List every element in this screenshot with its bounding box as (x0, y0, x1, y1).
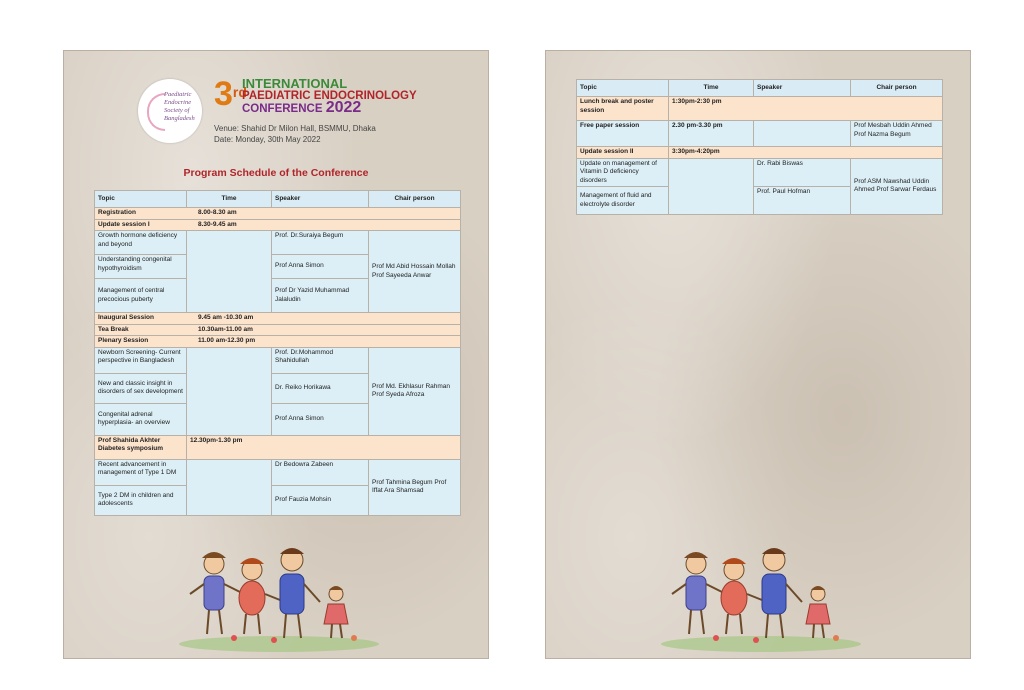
society-logo (138, 79, 202, 143)
title-conference: CONFERENCE (242, 103, 323, 115)
header-time: Time (669, 80, 754, 97)
session-time: 3:30pm-4:20pm (669, 147, 943, 159)
title-line-2: PAEDIATRIC ENDOCRINOLOGY (242, 90, 417, 102)
kids-illustration (174, 542, 384, 652)
session-topic: Free paper session (577, 121, 669, 147)
talk-topic: Newborn Screening- Current perspective in Bangladesh (95, 347, 187, 373)
talk-speaker: Prof Anna Simon (272, 403, 369, 435)
date-text: Date: Monday, 30th May 2022 (214, 135, 321, 144)
table-row (577, 158, 943, 187)
schedule-table-1 (94, 190, 461, 516)
talk-topic: Understanding congenital hypothyroidism (95, 255, 187, 279)
session-row-tea (95, 324, 461, 336)
table-row (95, 459, 461, 485)
table-header-row (577, 80, 943, 97)
talk-topic: Update on management of Vitamin D deficiency disorders (577, 158, 669, 187)
table-row (95, 347, 461, 373)
header-chair: Chair person (851, 80, 943, 97)
header-chair: Chair person (369, 191, 461, 208)
header-speaker: Speaker (272, 191, 369, 208)
talk-speaker: Prof Dr Yazid Muhammad Jalaludin (272, 279, 369, 313)
session-time: 8.00-8.30 am (198, 209, 237, 216)
session-time: 8.30-9.45 am (198, 220, 237, 228)
session-row-plenary (95, 336, 461, 348)
talk-speaker: Dr. Rabi Biswas (754, 158, 851, 187)
session-topic: Plenary Session (98, 337, 149, 344)
program-page-2 (545, 50, 971, 659)
title-line-1: INTERNATIONAL (242, 76, 348, 91)
session-topic: Prof Shahida Akhter Diabetes symposium (95, 435, 187, 459)
edition-suffix: rd (232, 84, 247, 100)
title-year: 2022 (325, 99, 362, 116)
session-topic: Update session II (577, 147, 669, 159)
table-header-row (95, 191, 461, 208)
logo-line-4: Bangladesh (164, 115, 195, 122)
session-row-update-2 (577, 147, 943, 159)
edition-num-text: 3 (214, 75, 233, 113)
talk-topic: Growth hormone deficiency and beyond (95, 231, 187, 255)
session-row-lunch (577, 97, 943, 121)
talk-speaker: Prof. Dr.Mohammod Shahidullah (272, 347, 369, 373)
talk-topic: Recent advancement in management of Type 1 DM (95, 459, 187, 485)
kids-drawing-svg (656, 542, 866, 652)
kids-illustration (656, 542, 866, 652)
session-topic: Registration (98, 209, 136, 216)
header-topic: Topic (577, 80, 669, 97)
session-topic: Lunch break and poster session (577, 97, 669, 121)
time-cell (187, 347, 272, 435)
header-time: Time (187, 191, 272, 208)
venue-text: Venue: Shahid Dr Milon Hall, BSMMU, Dhaka (214, 124, 376, 133)
session-topic: Inaugural Session (98, 314, 154, 321)
title-line-3 (242, 99, 362, 116)
talk-speaker: Dr. Reiko Horikawa (272, 373, 369, 403)
logo-line-3: Society of (164, 107, 190, 114)
talk-speaker: Dr Bedowra Zabeen (272, 459, 369, 485)
talk-speaker: Prof. Dr.Suraiya Begum (272, 231, 369, 255)
session-row-inaugural (95, 313, 461, 325)
session-time: 9.45 am -10.30 am (198, 314, 254, 321)
chair-cell: Prof Md Abid Hossain Mollah Prof Sayeeda Anwar (369, 231, 461, 313)
talk-speaker: Prof Fauzia Mohsin (272, 485, 369, 515)
session-row-registration (95, 208, 461, 220)
logo-line-2: Endocrine (164, 99, 192, 106)
talk-speaker: Prof Anna Simon (272, 255, 369, 279)
time-cell (187, 459, 272, 515)
logo-emblem (147, 93, 165, 131)
chair-cell: Prof Mesbah Uddin Ahmed Prof Nazma Begum (851, 121, 943, 147)
talk-speaker: Prof. Paul Hofman (754, 187, 851, 215)
session-time: 12.30pm-1.30 pm (187, 435, 461, 459)
session-time: 2.30 pm-3.30 pm (669, 121, 754, 147)
chair-cell: Prof Md. Ekhlasur Rahman Prof Syeda Afroza (369, 347, 461, 435)
kids-drawing-svg (174, 542, 384, 652)
program-page-1 (63, 50, 489, 659)
logo-line-1: Paediatric (164, 91, 192, 98)
session-time: 10.30am-11.00 am (198, 325, 253, 333)
talk-topic: Type 2 DM in children and adolescents (95, 485, 187, 515)
speaker-cell (754, 121, 851, 147)
session-row-update-1 (95, 219, 461, 231)
session-time: 1:30pm-2:30 pm (669, 97, 943, 121)
time-cell (669, 158, 754, 215)
venue-block (214, 123, 376, 145)
session-topic: Tea Break (98, 325, 129, 333)
table-row (95, 231, 461, 255)
chair-cell: Prof ASM Nawshad Uddin Ahmed Prof Sarwar Ferdaus (851, 158, 943, 215)
session-row-diabetes (95, 435, 461, 459)
time-cell (187, 231, 272, 313)
header-speaker: Speaker (754, 80, 851, 97)
chair-cell: Prof Tahmina Begum Prof Iffat Ara Shamsad (369, 459, 461, 515)
talk-topic: Management of central precocious puberty (95, 279, 187, 313)
schedule-title: Program Schedule of the Conference (183, 167, 369, 179)
session-row-free-paper (577, 121, 943, 147)
session-topic: Update session I (98, 220, 150, 228)
talk-topic: New and classic insight in disorders of sex development (95, 373, 187, 403)
header-topic: Topic (95, 191, 187, 208)
schedule-table-2 (576, 79, 943, 215)
session-time: 11.00 am-12.30 pm (198, 337, 256, 344)
talk-topic: Management of fluid and electrolyte disorder (577, 187, 669, 215)
talk-topic: Congenital adrenal hyperplasia- an overview (95, 403, 187, 435)
